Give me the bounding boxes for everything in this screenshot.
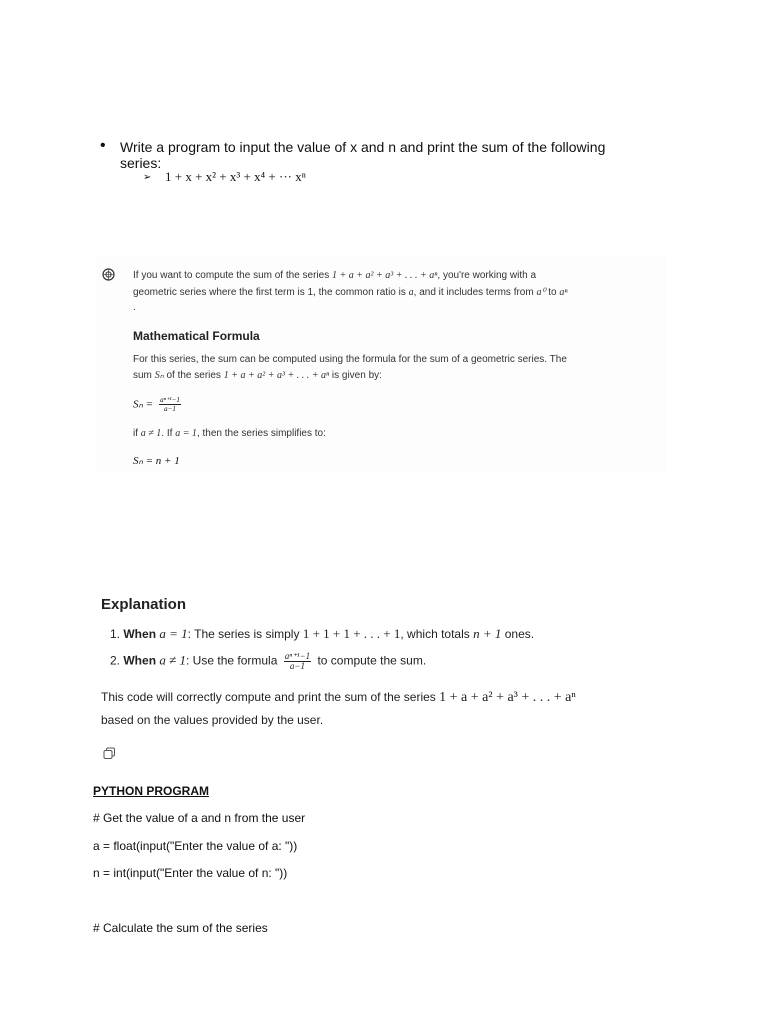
item2-text-a: : Use the formula	[186, 653, 278, 668]
panel-heading: Mathematical Formula	[133, 329, 260, 343]
intro-text-b: , you're working with a	[437, 270, 537, 281]
task-formula: 1 + x + x² + x³ + x⁴ + ··· xⁿ	[165, 169, 306, 184]
program-title: PYTHON PROGRAM	[93, 784, 210, 798]
cond-c: , then the series simplifies to:	[196, 428, 326, 439]
item1-series: 1 + 1 + 1 + . . . + 1	[302, 626, 401, 641]
code-line-2: a = float(input("Enter the value of a: "))	[93, 839, 298, 853]
summary-series: 1 + a + a² + a³ + . . . + aⁿ	[439, 690, 576, 705]
desc2-c: is given by:	[331, 370, 382, 381]
intro-to: to	[548, 287, 557, 298]
explanation-heading: Explanation	[101, 596, 187, 613]
code-line-4: # Calculate the sum of the series	[93, 921, 268, 935]
item2-numerator: aⁿ⁺¹−1	[284, 651, 311, 661]
item1-number: 1.	[110, 627, 121, 641]
cond-a: if	[133, 428, 138, 439]
summary-text: This code will correctly compute and print the sum of the series	[101, 690, 436, 704]
intro-series: 1 + a + a² + a³ + . . . + aⁿ	[332, 270, 438, 281]
summary-line-2: based on the values provided by the user.	[101, 713, 324, 727]
intro-line-1	[133, 268, 536, 284]
condition-line	[133, 426, 326, 442]
explanation-item-1	[110, 626, 534, 642]
explanation-item-2	[110, 652, 426, 671]
intro-line2-a: geometric series where the first term is 1, the common ratio is	[133, 287, 406, 298]
item2-denominator: a−1	[289, 661, 305, 671]
task-line-2: series:	[120, 155, 162, 171]
desc2-a: sum	[133, 370, 152, 381]
formula-fraction	[159, 396, 181, 413]
arrow-bullet-icon: ➢	[143, 172, 152, 183]
cond-b: . If	[161, 428, 173, 439]
item1-text-b: , which totals	[400, 627, 470, 641]
formula-denominator: a−1	[164, 405, 176, 413]
cond-eq: a = 1	[175, 428, 197, 439]
item1-math: a = 1	[159, 626, 188, 641]
item2-math: a ≠ 1	[159, 652, 187, 668]
intro-line-2	[133, 285, 568, 301]
desc2-series: 1 + a + a² + a³ + . . . + aⁿ	[223, 370, 330, 381]
task-bullet: •	[100, 137, 106, 154]
intro-line2-b: , and it includes terms from	[413, 287, 534, 298]
summary-line-1	[101, 690, 576, 706]
chatgpt-logo-icon	[102, 268, 115, 281]
simplified-formula: Sₙ = n + 1	[133, 455, 180, 467]
intro-var: a	[408, 287, 414, 298]
intro-text-a: If you want to compute the sum of the series	[133, 270, 330, 281]
item2-fraction	[284, 652, 311, 671]
item1-when: When	[123, 627, 157, 641]
intro-dot: .	[133, 302, 136, 313]
formula-numerator: aⁿ⁺¹−1	[160, 396, 180, 404]
copy-icon[interactable]	[103, 747, 116, 760]
item2-text-b: to compute the sum.	[317, 653, 427, 668]
cond-neq: a ≠ 1	[140, 428, 162, 439]
desc-line-1: For this series, the sum can be computed using the formula for the sum of a geometric series. The	[133, 354, 567, 365]
desc2-sn: Sₙ	[154, 370, 164, 381]
desc2-b: of the series	[166, 370, 221, 381]
item1-text-a: : The series is simply	[187, 627, 300, 641]
desc-line-2	[133, 368, 382, 384]
formula-lhs: Sₙ =	[133, 398, 154, 411]
code-line-3: n = int(input("Enter the value of n: "))	[93, 866, 288, 880]
code-line-1: # Get the value of a and n from the user	[93, 811, 306, 825]
item2-number: 2.	[110, 653, 121, 668]
item1-text-c: ones.	[504, 627, 535, 641]
sum-formula	[133, 396, 184, 413]
item1-n: n + 1	[473, 626, 502, 641]
intro-a0: a⁰	[536, 287, 546, 298]
intro-an: aⁿ	[559, 287, 568, 298]
task-line-1: Write a program to input the value of x and n and print the sum of the following	[120, 139, 606, 155]
item2-when: When	[123, 653, 157, 668]
